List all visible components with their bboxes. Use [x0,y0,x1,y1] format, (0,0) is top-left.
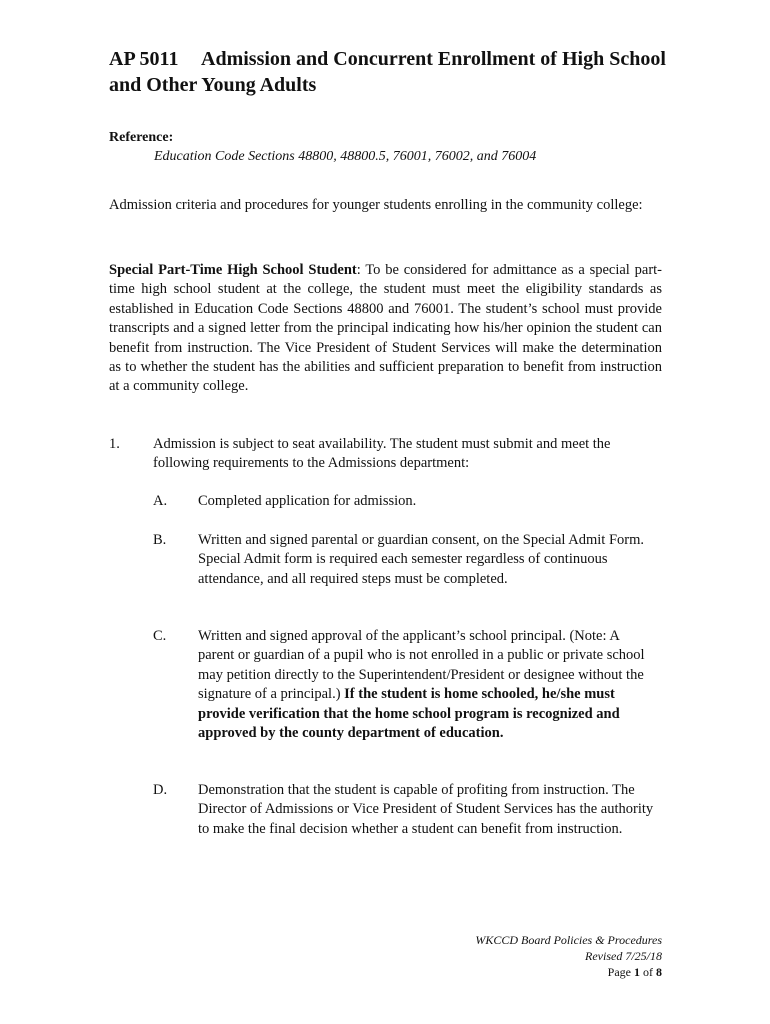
special-student-paragraph [109,261,662,397]
sub-item-c [153,627,663,743]
total-pages: 8 [656,965,662,979]
reference-codes: Education Code Sections 48800, 48800.5, 76001, 76002, and 76004 [154,149,537,164]
page-footer [362,932,662,980]
page-title [109,46,669,98]
home-school-requirement: If the student is home schooled, he/she must provide verification that the home school program is recognized and approved by the county department of education. [198,686,620,742]
special-student-heading: Special Part-Time High School Student [109,262,357,278]
special-student-text: : To be considered for admittance as a special part-time high school student at the college, the student must meet the eligibility standards as established in Education Code Sections 48800 and 76001. The student’s school must provide transcripts and a signed letter from the principal indicating how his/her opinion the student can benefit from instruction. The Vice President of Student Services will make the determination as to whether the student has the abilities and sufficient preparation to benefit from instruction at a community college. [109,262,662,395]
intro-paragraph: Admission criteria and procedures for younger students enrolling in the community college: [109,197,643,213]
current-page: 1 [634,965,640,979]
footer-revised-date: Revised 7/25/18 [585,949,662,963]
procedure-title: Admission and Concurrent Enrollment of High School and Other Young Adults [109,48,666,96]
sub-item-text [198,627,658,743]
sub-item-d [153,781,663,839]
sub-item-letter: B. [153,532,167,548]
list-item-1 [109,435,662,474]
reference-label: Reference: [109,130,174,145]
sub-item-text: Demonstration that the student is capable of profiting from instruction. The Director of Admissions or Vice President of Student Services has the authority to make the final decision whether a student can benefit from instruction. [198,782,654,837]
sub-item-c-text: Written and signed approval of the applicant’s school principal. (Note: A parent or guardian of a pupil who is not enrolled in a public or private school may petition directly to the Superintendent/President or designee without the signature of a principal.) [198,628,645,703]
list-item-text: Admission is subject to seat availability. The student must submit and meet the following requirements to the Admissions department: [153,436,611,472]
page-of: of [643,965,653,979]
page-number [362,964,662,980]
page-word: Page [607,965,631,979]
sub-item-letter: A. [153,493,168,509]
sub-item-text: Written and signed parental or guardian consent, on the Special Admit Form. Special Admit form is required each semester regardless of continuous attendance, and all required steps must be completed. [198,532,644,587]
procedure-code: AP 5011 [109,48,179,70]
sub-item-b [153,531,663,589]
sub-item-a [153,492,663,511]
list-item-number: 1. [109,436,120,452]
sub-item-letter: D. [153,782,168,798]
footer-policy-name: WKCCD Board Policies & Procedures [475,933,662,947]
reference-block [109,128,669,166]
sub-item-text: Completed application for admission. [198,493,417,509]
sub-item-letter: C. [153,628,167,644]
